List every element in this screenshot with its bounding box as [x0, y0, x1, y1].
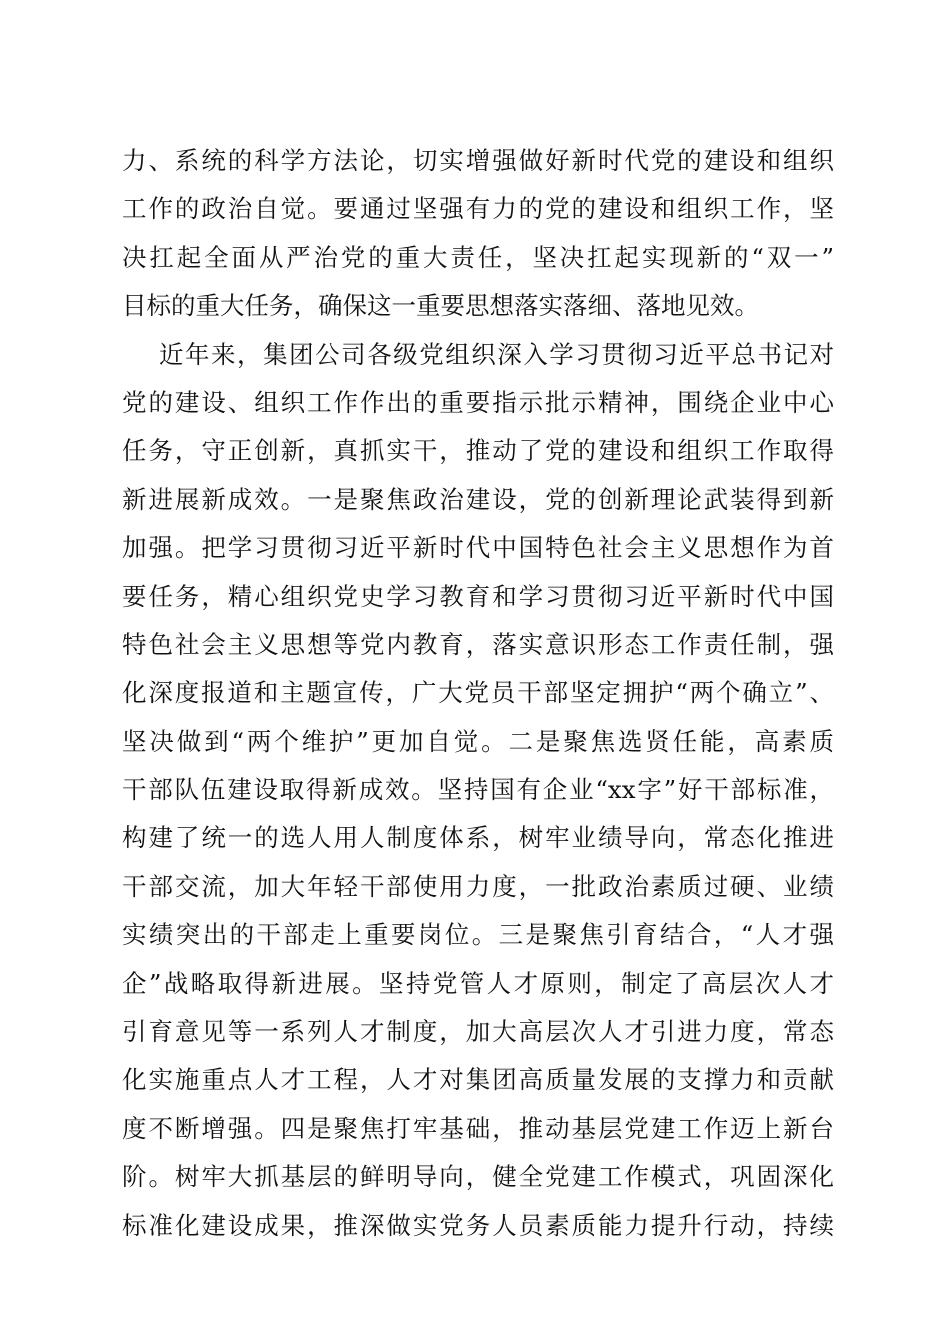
text-line: 干部交流，加大年轻干部使用力度，一批政治素质过硬、业绩 — [122, 871, 834, 901]
paragraph-end-line: 目标的重大任务，确保这一重要思想落实落细、落地见效。 — [122, 291, 759, 321]
text-line: 要任务，精心组织党史学习教育和学习贯彻习近平新时代中国 — [122, 581, 834, 611]
text-line: 新进展新成效。一是聚焦政治建设，党的创新理论武装得到新 — [122, 484, 834, 514]
text-line: 加强。把学习贯彻习近平新时代中国特色社会主义思想作为首 — [122, 533, 834, 563]
text-line: 实绩突出的干部走上重要岗位。三是聚焦引育结合，“人才强 — [122, 920, 834, 950]
text-line: 构建了统一的选人用人制度体系，树牢业绩导向，常态化推进 — [122, 823, 834, 853]
text-line: 化深度报道和主题宣传，广大党员干部坚定拥护“两个确立”、 — [122, 678, 834, 708]
text-line: 决扛起全面从严治党的重大责任，坚决扛起实现新的“双一” — [122, 242, 834, 272]
text-line: 度不断增强。四是聚焦打牢基础，推动基层党建工作迈上新台 — [122, 1113, 834, 1143]
paragraph-first-line: 近年来，集团公司各级党组织深入学习贯彻习近平总书记对 — [159, 339, 834, 369]
body-text — [122, 137, 834, 1250]
text-line: 阶。树牢大抓基层的鲜明导向，健全党建工作模式，巩固深化 — [122, 1162, 834, 1192]
text-line: 干部队伍建设取得新成效。坚持国有企业“xx字”好干部标准， — [122, 775, 834, 805]
text-line: 引育意见等一系列人才制度，加大高层次人才引进力度，常态 — [122, 1017, 834, 1047]
text-line: 特色社会主义思想等党内教育，落实意识形态工作责任制，强 — [122, 629, 834, 659]
text-line: 企”战略取得新进展。坚持党管人才原则，制定了高层次人才 — [122, 968, 834, 998]
text-line: 工作的政治自觉。要通过坚强有力的党的建设和组织工作，坚 — [122, 194, 834, 224]
text-line: 坚决做到“两个维护”更加自觉。二是聚焦选贤任能，高素质 — [122, 726, 834, 756]
text-line: 化实施重点人才工程，人才对集团高质量发展的支撑力和贡献 — [122, 1065, 834, 1095]
text-line: 力、系统的科学方法论，切实增强做好新时代党的建设和组织 — [122, 146, 834, 175]
text-line: 任务，守正创新，真抓实干，推动了党的建设和组织工作取得 — [122, 436, 834, 466]
text-line: 标准化建设成果，推深做实党务人员素质能力提升行动，持续 — [122, 1210, 834, 1240]
text-line: 党的建设、组织工作作出的重要指示批示精神，围绕企业中心 — [122, 387, 834, 417]
